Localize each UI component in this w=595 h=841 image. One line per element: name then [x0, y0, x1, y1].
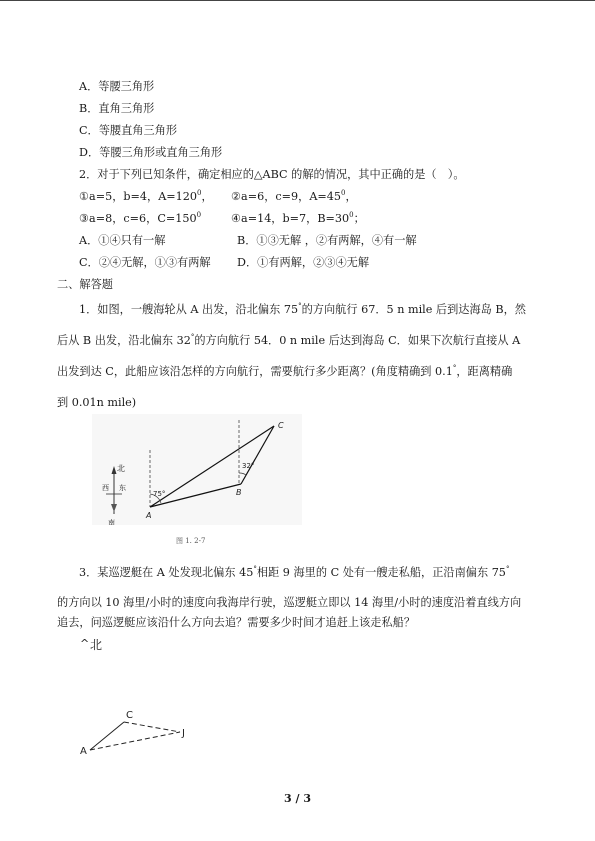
point-c-label: C — [126, 710, 133, 721]
north-label: 北 — [90, 638, 103, 652]
compass-north-label: 北 — [117, 464, 125, 473]
q2-condition-4: ④a=14，b=7，$B=30^0$； — [231, 211, 365, 225]
q2-option-a: A．①④只有一解 — [79, 234, 166, 247]
p3-line-2: 的方向以 10 海里/小时的速度向我海岸行驶，巡逻艇立即以 14 海里/小时的速度沿着直线方向 — [57, 596, 522, 609]
north-arrow-icon: ^ — [80, 637, 90, 650]
figure-caption: 图 1. 2-7 — [176, 537, 206, 545]
q2-condition-2: ②a=6，c=9，$A=45^0$， — [231, 189, 357, 203]
point-a-label: A — [80, 746, 87, 756]
compass-west-label: 西 — [102, 484, 109, 492]
p1-line-1: 1．如图，一艘海轮从 A 出发，沿北偏东 75°的方向航行 67．5 n mile 后到达海岛 B，然 — [79, 302, 526, 316]
point-a-label: A — [146, 511, 152, 520]
pursuit-sketch — [76, 630, 206, 756]
q2-condition-1: ①a=5，b=4，$A=120^0$， — [79, 189, 213, 203]
p1-line-3: 出发到达 C，此船应该沿怎样的方向航行，需要航行多少距离？(角度精确到 0.1°，距离精确 — [57, 364, 513, 378]
q2-condition-3: ③a=8，c=6，$C=150^0$ — [79, 211, 202, 225]
compass-east-label: 东 — [119, 484, 126, 492]
q1-option-c: C．等腰直角三角形 — [79, 124, 178, 137]
point-b-label: B — [236, 488, 242, 497]
q2-option-b: B．①③无解 ，②有两解，④有一解 — [237, 234, 417, 247]
p3-line-1: 3．某巡逻艇在 A 处发现北偏东 45°相距 9 海里的 C 处有一艘走私船，正沿南偏东 75° — [79, 565, 510, 579]
q2-option-c: C．②④无解，①③有两解 — [79, 256, 211, 269]
page-number: 3 / 3 — [284, 792, 311, 805]
navigation-figure — [92, 414, 302, 525]
q1-option-b: B．直角三角形 — [79, 102, 155, 115]
compass-south-label: 南 — [108, 519, 115, 525]
point-c-label: C — [278, 421, 284, 430]
endpoint-label: J — [182, 728, 185, 739]
p1-line-4: 到 0.01n mile) — [57, 396, 137, 409]
p3-line-3: 追去，问巡逻艇应该沿什么方向去追？需要多少时间才追赶上该走私船？ — [57, 616, 416, 629]
q2-stem: 2．对于下列已知条件，确定相应的△ABC 的解的情况，其中正确的是（ ）。 — [79, 168, 465, 181]
p1-line-2: 后从 B 出发，沿北偏东 32°的方向航行 54．0 n mile 后达到海岛 C．如果下次航行直接从 A — [57, 333, 521, 347]
q1-option-d: D．等腰三角形或直角三角形 — [79, 146, 223, 159]
page-top-rule — [0, 0, 595, 1]
angle-75-label: 75° — [153, 490, 166, 498]
q2-option-d: D．①有两解，②③④无解 — [237, 256, 370, 269]
q1-option-a: A．等腰三角形 — [79, 80, 155, 93]
section-title: 二、解答题 — [57, 278, 113, 291]
angle-32-label: 32° — [242, 462, 255, 470]
